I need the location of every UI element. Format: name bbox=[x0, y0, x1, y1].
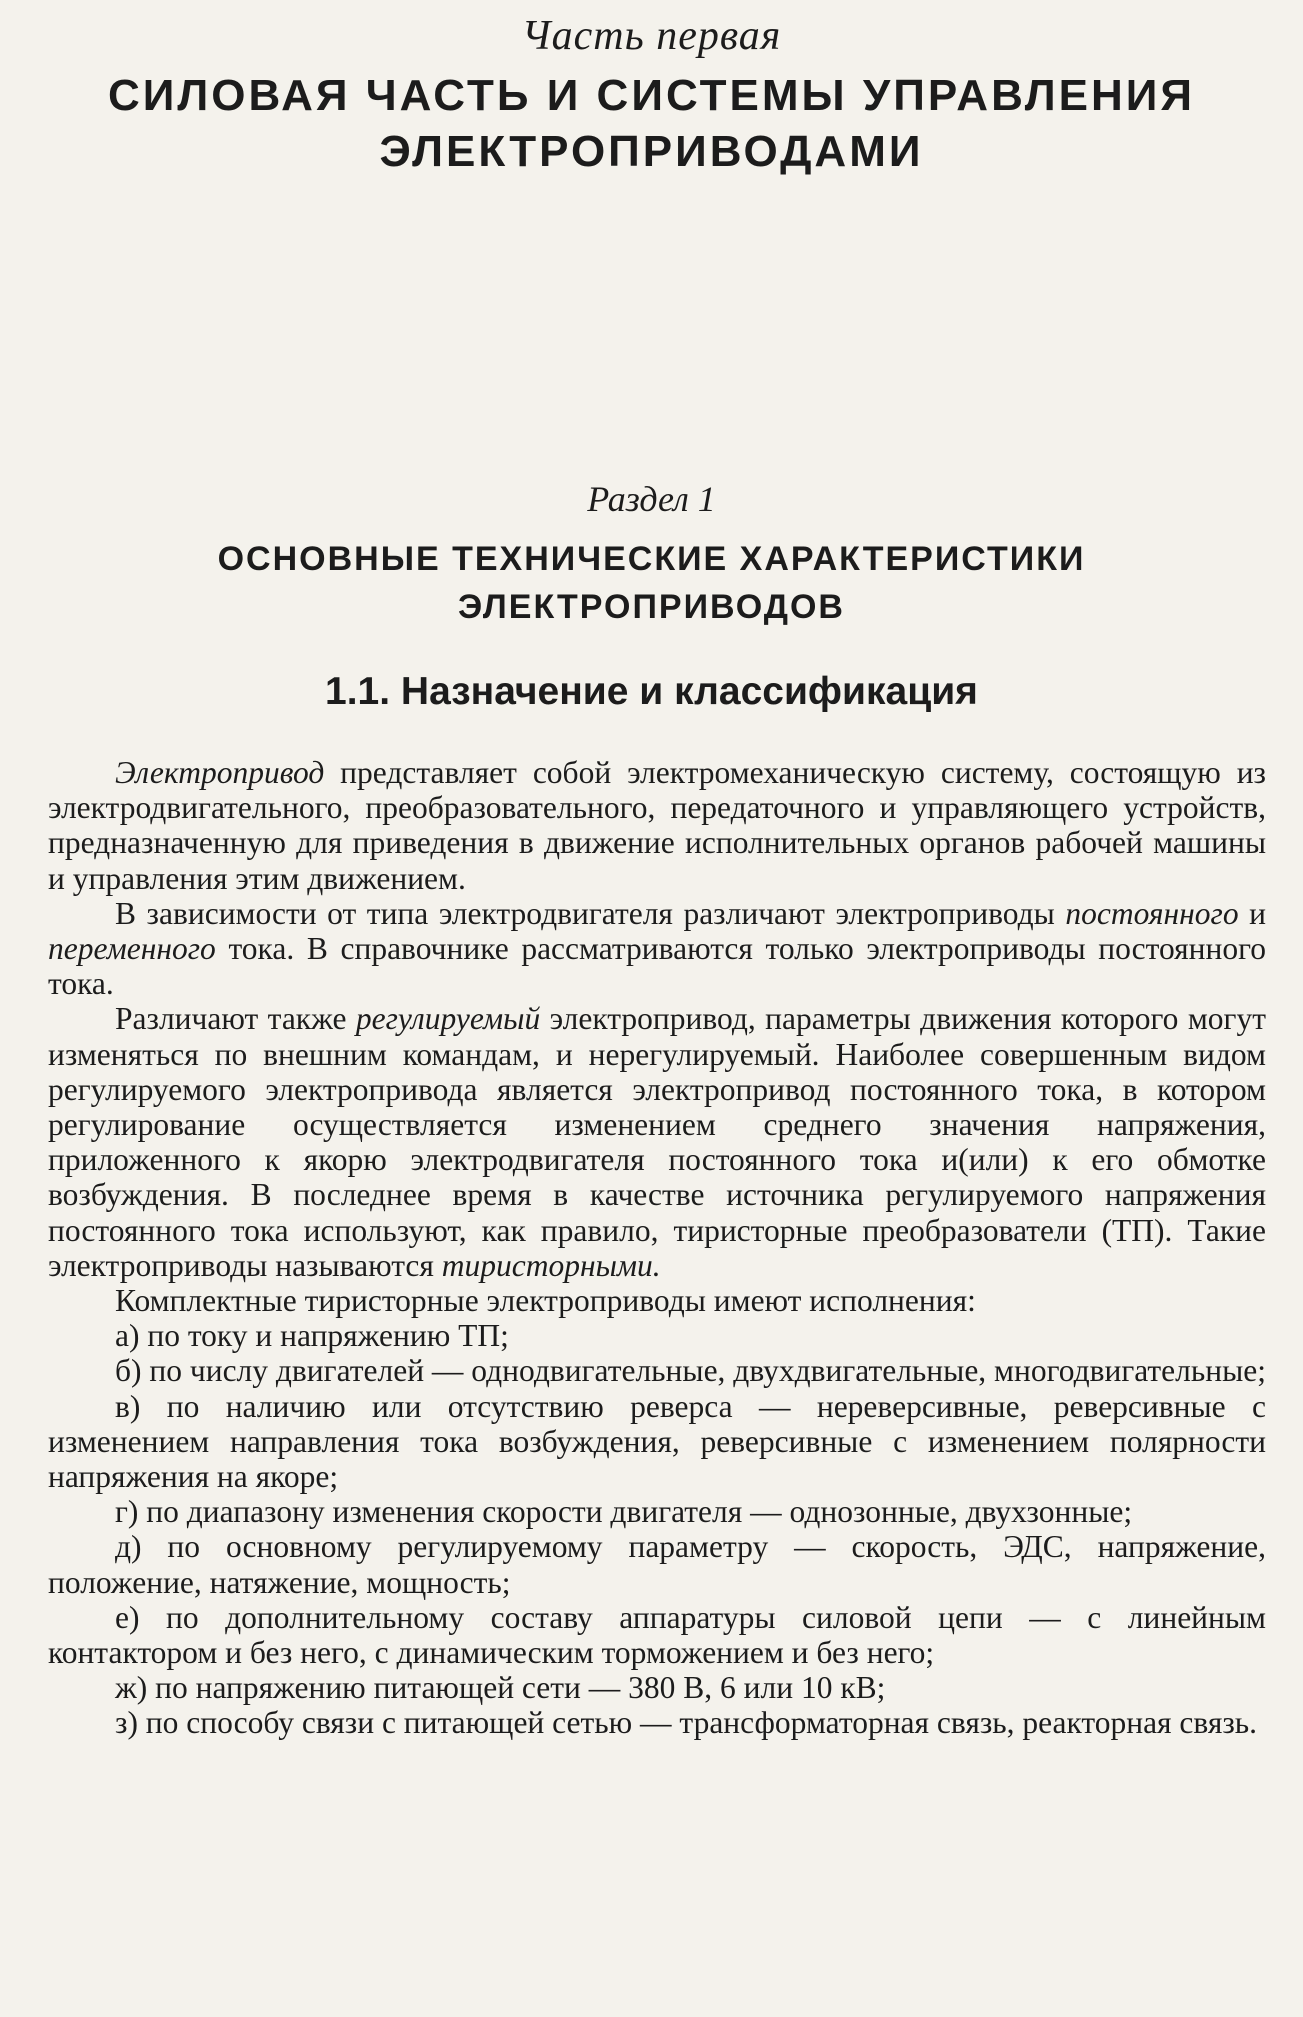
paragraph-regulated-part-1: Различают также bbox=[115, 1001, 356, 1037]
subsection-title: 1.1. Назначение и классификация bbox=[325, 670, 978, 713]
list-item-h: з) по способу связи с питающей сетью — трансформаторная связь, реакторная связь. bbox=[115, 1705, 1258, 1741]
term-regulated: регулируемый bbox=[355, 1001, 541, 1037]
term-thyristor: тиристорными. bbox=[441, 1247, 661, 1283]
section-title-line-1: ОСНОВНЫЕ ТЕХНИЧЕСКИЕ ХАРАКТЕРИСТИКИ bbox=[217, 540, 1086, 578]
paragraph-regulated-part-2: электропривод, параметры движения которого могут изменяться по внешним командам, и нерегулируемый. Наиболее совершенным видом регулируемого электропривода является электропривод постоянного тока, в котором регулирование осуществляется изменением среднего значения напряжения, приложенного к якорю электродвигателя постоянного тока и(или) к его обмотке возбуждения. В последнее время в качестве источника регулируемого напряжения постоянного тока используют, как правило, тиристорные преобразователи (ТП). Такие электроприводы называются bbox=[48, 1001, 1266, 1283]
part-title-line-2: ЭЛЕКТРОПРИВОДАМИ bbox=[379, 127, 924, 176]
list-item-c: в) по наличию или отсутствию реверса — нереверсивные, реверсивные с изменением направления тока возбуждения, реверсивные с изменением полярности напряжения на якоре; bbox=[48, 1388, 1266, 1495]
paragraph-definition bbox=[48, 755, 1266, 896]
list-item-a: а) по току и напряжению ТП; bbox=[115, 1318, 509, 1354]
list-item-f: е) по дополнительному составу аппаратуры силовой цепи — с линейным контактором и без него, с динамическим торможением и без него; bbox=[48, 1599, 1266, 1671]
part-title-line-1: СИЛОВАЯ ЧАСТЬ И СИСТЕМЫ УПРАВЛЕНИЯ bbox=[108, 71, 1195, 120]
paragraph-list-intro: Комплектные тиристорные электроприводы имеют исполнения: bbox=[115, 1283, 976, 1319]
term-direct-current: постоянного bbox=[1065, 895, 1239, 931]
paragraph-motor-type-part-2: и bbox=[1238, 895, 1266, 931]
term-electric-drive: Электропривод bbox=[115, 755, 325, 790]
part-label: Часть первая bbox=[521, 13, 782, 59]
paragraph-regulated-drive bbox=[48, 1001, 1266, 1283]
body-text bbox=[48, 755, 1266, 1741]
list-item-d: г) по диапазону изменения скорости двигателя — однозонные, двухзонные; bbox=[115, 1494, 1133, 1530]
part-title bbox=[0, 68, 1303, 180]
section-title-line-2: ЭЛЕКТРОПРИВОДОВ bbox=[458, 588, 845, 626]
term-alternating-current: переменного bbox=[48, 931, 216, 967]
section-title bbox=[0, 535, 1303, 631]
list-item-b: б) по числу двигателей — однодвигательные, двухдвигательные, многодвигательные; bbox=[115, 1353, 1266, 1389]
list-item-g: ж) по напряжению питающей сети — 380 В, 6 или 10 кВ; bbox=[115, 1670, 886, 1706]
section-label: Раздел 1 bbox=[587, 479, 716, 519]
paragraph-definition-text: представляет собой электромеханическую систему, состоящую из электродвигательного, преобразовательного, передаточного и управляющего устройств, предназначенную для приведения в движение исполнительных органов рабочей машины и управления этим движением. bbox=[48, 755, 1266, 896]
list-item-e: д) по основному регулируемому параметру — скорость, ЭДС, напряжение, положение, натяжение, мощность; bbox=[48, 1529, 1266, 1600]
paragraph-motor-type bbox=[48, 896, 1266, 1002]
paragraph-motor-type-part-3: тока. В справочнике рассматриваются только электроприводы постоянного тока. bbox=[48, 931, 1266, 1002]
paragraph-motor-type-part-1: В зависимости от типа электродвигателя различают электроприводы bbox=[115, 895, 1066, 931]
